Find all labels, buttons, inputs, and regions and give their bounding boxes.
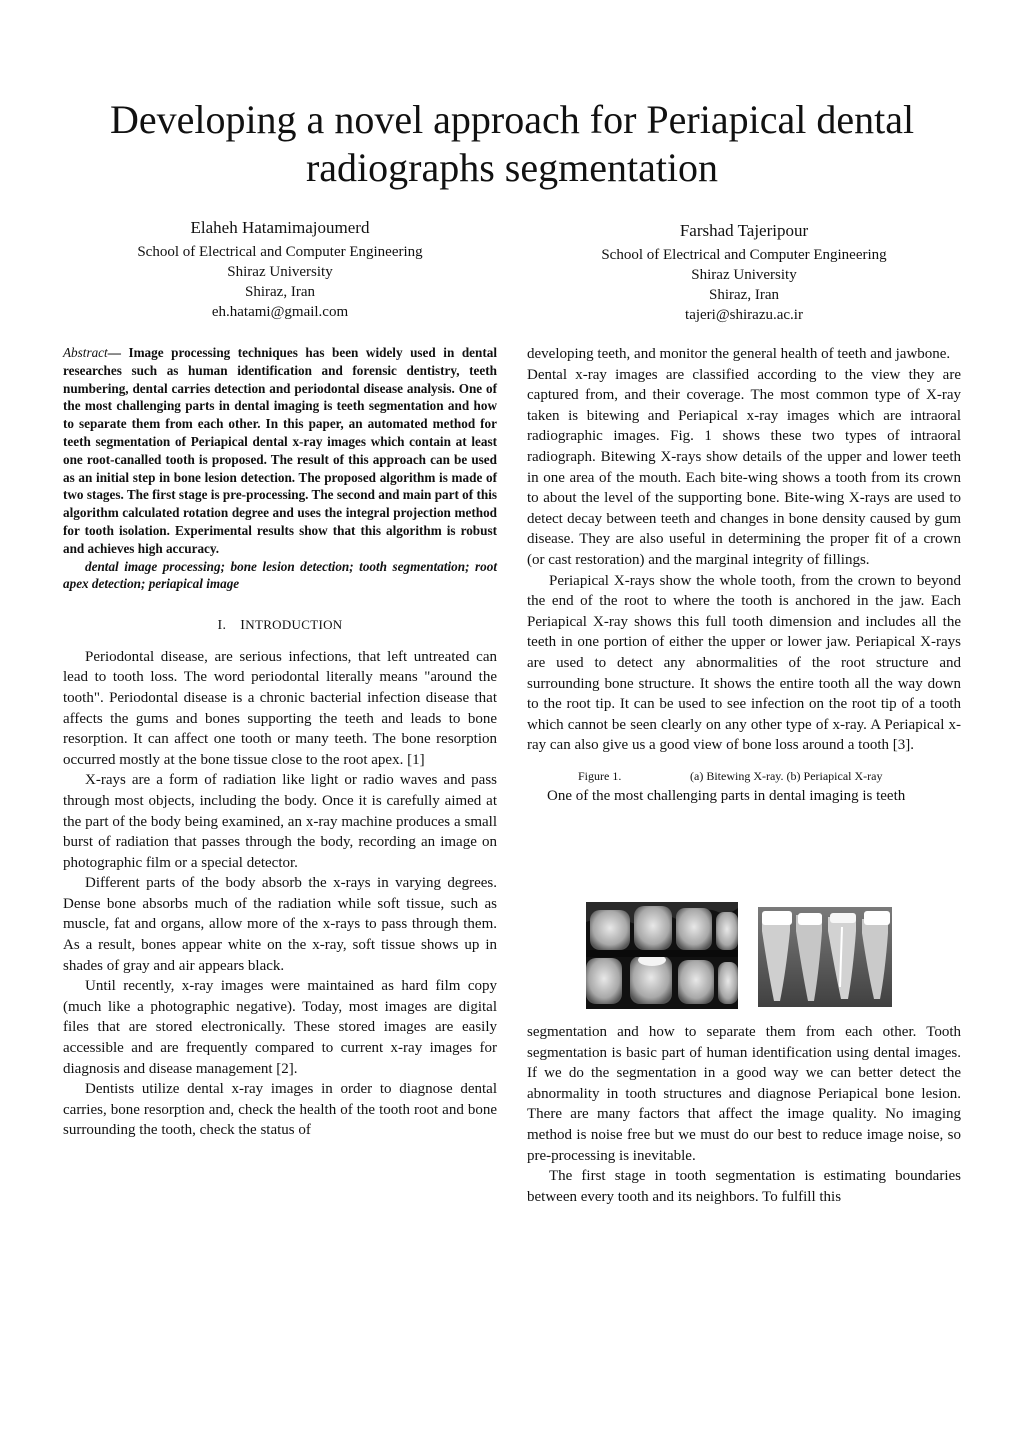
section-number: I.	[217, 618, 227, 634]
periapical-xray-image	[758, 907, 892, 1007]
paragraph: Until recently, x-ray images were maintained as hard film copy (much like a photographic negative). Today, most images are digital files that are stored electronically. These stored images are easily accessible and are frequently compared to current x-ray images for diagnosis and disease management [2].	[63, 978, 497, 1077]
paragraph: Dental x-ray images are classified according to the view they are captured from, and their coverage. The most common type of X-ray taken is bitewing and Periapical x-ray images which are intraoral radiographic images. Fig. 1 shows these two types of intraoral radiograph. Bitewing X-rays show details of the upper and lower teeth in one area of the mouth. Each bite-wing shows a tooth from its crown to about the level of the supporting bone. Bite-wing X-rays are used to detect decay between teeth and changes in bone density caused by gum disease. They are also useful in determining the proper fit of a crown (or cast restoration) and the marginal integrity of fillings.	[527, 366, 961, 568]
paragraph: Dentists utilize dental x-ray images in order to diagnose dental carries, bone resorption and, check the health of the tooth root and bone surrounding the tooth, check the status of	[63, 1081, 497, 1139]
author-location: Shiraz, Iran	[245, 284, 315, 300]
paragraph: developing teeth, and monitor the general health of teeth and jawbone.	[527, 346, 951, 362]
figure-caption-text: (a) Bitewing X-ray. (b) Periapical X-ray	[690, 768, 883, 783]
abstract-dash: —	[107, 345, 121, 360]
section-title-rest: NTRODUCTION	[245, 617, 343, 633]
right-column	[527, 344, 961, 807]
figure-caption-label: Figure 1.	[578, 768, 622, 783]
paragraph-lead: One of the most challenging parts in dental imaging is teeth	[547, 788, 906, 805]
paragraph: segmentation and how to separate them from each other. Tooth segmentation is basic part of human identification using dental images. If we do the segmentation in a good way we can better detect the abnormality in tooth structures and diagnose Periapical bone lesion. There are many factors that affect the image quality. No imaging method is noise free but we must do our best to reduce image noise, so pre-processing is inevitable.	[527, 1024, 961, 1164]
paragraph: Periapical X-rays show the whole tooth, from the crown to beyond the end of the root to where the tooth is anchored in the jaw. Each Periapical X-ray shows this full tooth dimension and includes all the teeth in one portion of either the upper or lower jaw. Periapical X-rays are used to detect any abnormalities of the root structure and surrounding bone structure. It shows the entire tooth all the way down to the root tip. It can be used to see infection on the root tip of a tooth which cannot be seen clearly on any other type of x-ray. A Periapical x-ray can also give us a good view of bone loss around a tooth [3].	[527, 572, 961, 754]
author-university: Shiraz University	[691, 267, 797, 283]
paper-title: Developing a novel approach for Periapical dental radiographs segmentation	[109, 97, 915, 190]
right-column-continued	[527, 1022, 961, 1207]
author-department: School of Electrical and Computer Engineering	[601, 247, 887, 263]
section-heading-introduction	[63, 615, 497, 637]
author-name: Farshad Tajeripour	[679, 221, 809, 240]
author-block-1	[70, 216, 490, 322]
figure-1	[586, 902, 892, 1009]
author-department: School of Electrical and Computer Engineering	[137, 244, 423, 260]
author-name: Elaheh Hatamimajoumerd	[190, 218, 370, 237]
paragraph: Different parts of the body absorb the x-rays in varying degrees. Dense bone absorbs much of the radiation while soft tissue, such as muscle, fat and organs, allow more of the x-rays to pass through them. As a result, bones appear white on the x-ray, soft tissue shows up in shades of gray and air appears black.	[63, 875, 497, 974]
author-block-2	[534, 219, 954, 325]
section-title-initial: I	[240, 618, 246, 634]
abstract-label: Abstract	[63, 345, 108, 360]
bitewing-xray-image	[586, 902, 738, 1009]
abstract	[63, 344, 497, 558]
author-university: Shiraz University	[227, 264, 333, 280]
paragraph: Periodontal disease, are serious infections, that left untreated can lead to tooth loss. The word periodontal literally means "around the tooth". Periodontal disease is a chronic bacterial infection disease that affects the gums and bones supporting the teeth and leads to bone resorption. It can affect one tooth or many teeth. The bone resorption occurred mostly at the bone tissue close to the root apex. [1]	[63, 648, 497, 768]
left-column	[63, 344, 497, 1141]
keywords: dental image processing; bone lesion detection; tooth segmentation; root apex detection; periapical image	[63, 558, 497, 592]
author-email: tajeri@shirazu.ac.ir	[685, 307, 803, 323]
abstract-text: Image processing techniques has been widely used in dental researches such as human identification and forensic dentistry, teeth numbering, dental carries detection and periodontal disease analysis. One of the most challenging parts in dental imaging is teeth segmentation and how to separate them from each other. In this paper, an automated method for teeth segmentation of Periapical dental x-ray images which contain at least one root-canalled tooth is proposed. The result of this approach can be used as an initial step in bone lesion detection. The proposed algorithm is made of two stages. The first stage is pre-processing. The second and main part of this algorithm calculated rotation degree and uses the integral projection method for tooth isolation. Experimental results show that this algorithm is robust and achieves high accuracy.	[63, 345, 497, 556]
author-location: Shiraz, Iran	[709, 287, 779, 303]
paragraph: The first stage in tooth segmentation is estimating boundaries between every tooth and its neighbors. To fulfill this	[527, 1168, 961, 1205]
author-email: eh.hatami@gmail.com	[211, 304, 349, 320]
figure-caption	[527, 766, 961, 787]
paragraph: X-rays are a form of radiation like light or radio waves and pass through most objects, including the body. Once it is carefully aimed at the part of the body being examined, an x-ray machine produces a small burst of radiation that passes through the body, recording an image on photographic film or a special detector.	[63, 772, 497, 871]
